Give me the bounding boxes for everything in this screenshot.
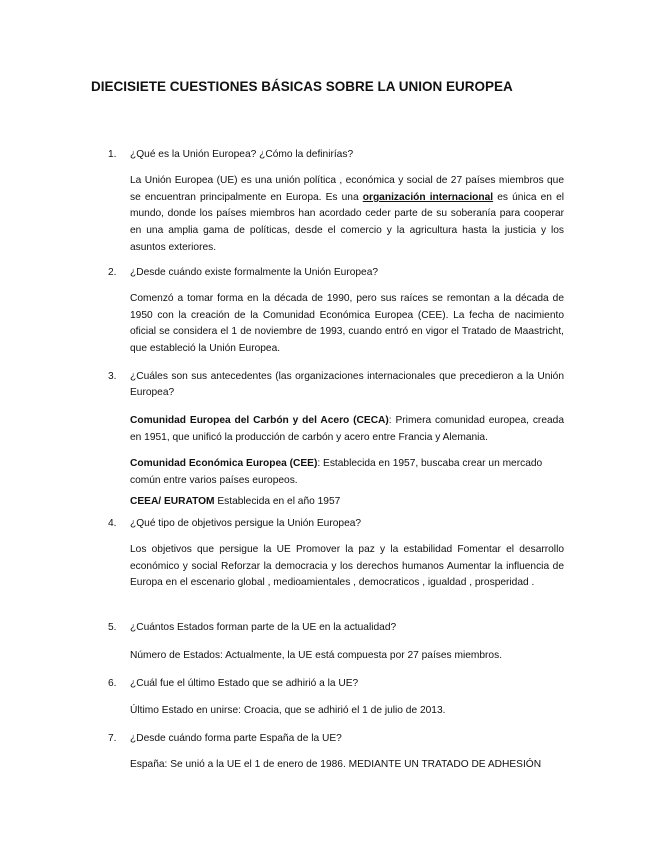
answer-1 <box>130 173 564 257</box>
organization-name: CEEA/ EURATOM <box>130 496 215 507</box>
answer-5: Número de Estados: Actualmente, la UE está compuesta por 27 países miembros. <box>130 650 503 661</box>
question-number: 3. <box>108 371 117 382</box>
question-number: 1. <box>108 149 117 160</box>
question-text: ¿Desde cuándo existe formalmente la Unión Europea? <box>130 267 379 278</box>
answer-text: La Unión Europea (UE) es una unión política , económica y social de 27 países miembros que se encuentran principalmente en Europa. Es una <box>130 175 564 203</box>
question-number: 5. <box>108 622 117 633</box>
answer-3-euratom <box>130 494 564 511</box>
answer-2: Comenzó a tomar forma en la década de 1990, pero sus raíces se remontan a la década de 1950 con la creación de la Comunidad Económica Europea (CEE). La fecha de nacimiento oficial se considera el 1 de noviembre de 1993, cuando entró en vigor el Tratado de Maastricht, que estableció la Unión Europea. <box>130 293 564 355</box>
question-number: 7. <box>108 733 117 744</box>
question-text: ¿Desde cuándo forma parte España de la UE? <box>130 733 342 744</box>
answer-3-ceca <box>130 413 564 446</box>
question-text: ¿Cuál fue el último Estado que se adhirió a la UE? <box>130 678 359 689</box>
question-number: 6. <box>108 678 117 689</box>
organization-name: Comunidad Económica Europea (CEE) <box>130 458 318 469</box>
document-title: DIECISIETE CUESTIONES BÁSICAS SOBRE LA UNION EUROPEA <box>91 79 513 94</box>
answer-3-cee <box>130 456 564 489</box>
organization-description: : Establecida en 1957, buscaba crear un mercado común entre varios países europeos. <box>130 458 543 486</box>
question-text: ¿Qué tipo de objetivos persigue la Unión Europea? <box>130 518 362 529</box>
organization-name: Comunidad Europea del Carbón y del Acero (CECA) <box>130 415 389 426</box>
organizacion-internacional-link[interactable]: organización internacional <box>362 191 494 203</box>
question-text: ¿Cuántos Estados forman parte de la UE en la actualidad? <box>130 622 397 633</box>
answer-4: Los objetivos que persigue la UE Promover la paz y la estabilidad Fomentar el desarrollo económico y social Reforzar la democracia y los derechos humanos Aumentar la influencia de Europa en el escenario global , medioamientales , democraticos , igualdad , prosperidad . <box>130 544 564 589</box>
question-number: 2. <box>108 267 117 278</box>
organization-description: Establecida en el año 1957 <box>214 496 341 507</box>
answer-6: Último Estado en unirse: Croacia, que se adhirió el 1 de julio de 2013. <box>130 705 446 716</box>
answer-text: es única en el mundo, donde los países miembros han acordado ceder parte de su soberanía para cooperar en una amplia gama de políticas, desde el comercio y la agricultura hasta la justicia y los asuntos exteriores. <box>130 191 564 253</box>
answer-7: España: Se unió a la UE el 1 de enero de 1986. MEDIANTE UN TRATADO DE ADHESIÓN <box>130 759 542 770</box>
question-text: ¿Qué es la Unión Europea? ¿Cómo la definirías? <box>130 149 354 160</box>
question-text: ¿Cuáles son sus antecedentes (las organizaciones internacionales que precedieron a la Unión Europea? <box>130 371 564 398</box>
organization-description: : Primera comunidad europea, creada en 1951, que unificó la producción de carbón y acero entre Francia y Alemania. <box>130 415 564 443</box>
question-number: 4. <box>108 518 117 529</box>
